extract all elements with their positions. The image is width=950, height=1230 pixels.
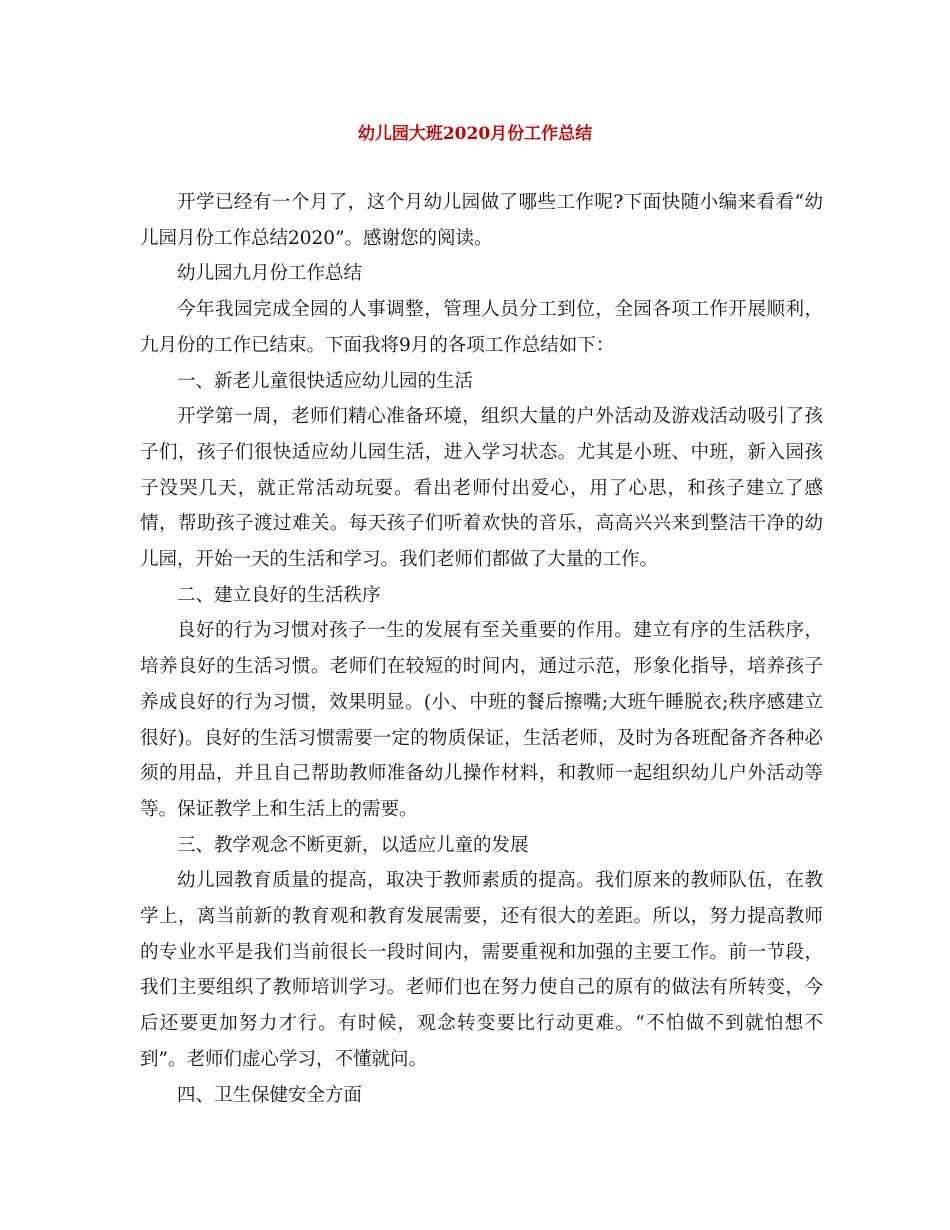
document-body — [140, 185, 823, 1113]
section-heading-3: 三、教学观念不断更新，以适应儿童的发展 — [177, 834, 529, 856]
paragraph-section-2: 良好的行为习惯对孩子一生的发展有至关重要的作用。建立有序的生活秩序，培养良好的生活习惯。老师们在较短的时间内，通过示范，形象化指导，培养孩子养成良好的行为习惯，效果明显。(小、中班的餐后擦嘴;大班午睡脱衣;秩序感建立很好)。良好的生活习惯需要一定的物质保证，生活老师，及时为各班配备齐各种必须的用品，并且自己帮助教师准备幼儿操作材料，和教师一起组织幼儿户外活动等等。保证教学上和生活上的需要。 — [140, 620, 823, 820]
paragraph-intro: 开学已经有一个月了，这个月幼儿园做了哪些工作呢?下面快随小编来看看“幼儿园月份工作总结2020”。感谢您的阅读。 — [140, 192, 823, 249]
section-heading-september: 幼儿园九月份工作总结 — [177, 263, 363, 285]
section-heading-2: 二、建立良好的生活秩序 — [177, 584, 381, 606]
paragraph-overview: 今年我园完成全园的人事调整，管理人员分工到位，全园各项工作开展顺利，九月份的工作已结束。下面我将9月的各项工作总结如下： — [140, 299, 823, 356]
document-title: 幼儿园大班2020月份工作总结 — [357, 124, 593, 144]
paragraph-section-3: 幼儿园教育质量的提高，取决于教师素质的提高。我们原来的教师队伍，在教学上，离当前新的教育观和教育发展需要，还有很大的差距。所以，努力提高教师的专业水平是我们当前很长一段时间内，需要重视和加强的主要工作。前一节段，我们主要组织了教师培训学习。老师们也在努力使自己的原有的做法有所转变，今后还要更加努力才行。有时候，观念转变要比行动更难。“不怕做不到就怕想不到”。老师们虚心学习，不懂就问。 — [140, 870, 823, 1070]
section-heading-1: 一、新老儿童很快适应幼儿园的生活 — [177, 370, 474, 392]
paragraph-section-1: 开学第一周，老师们精心准备环境，组织大量的户外活动及游戏活动吸引了孩子们，孩子们很快适应幼儿园生活，进入学习状态。尤其是小班、中班，新入园孩子没哭几天，就正常活动玩耍。看出老师付出爱心，用了心思，和孩子建立了感情，帮助孩子渡过难关。每天孩子们听着欢快的音乐，高高兴兴来到整洁干净的幼儿园，开始一天的生活和学习。我们老师们都做了大量的工作。 — [140, 406, 823, 571]
section-heading-4: 四、卫生保健安全方面 — [177, 1084, 363, 1106]
